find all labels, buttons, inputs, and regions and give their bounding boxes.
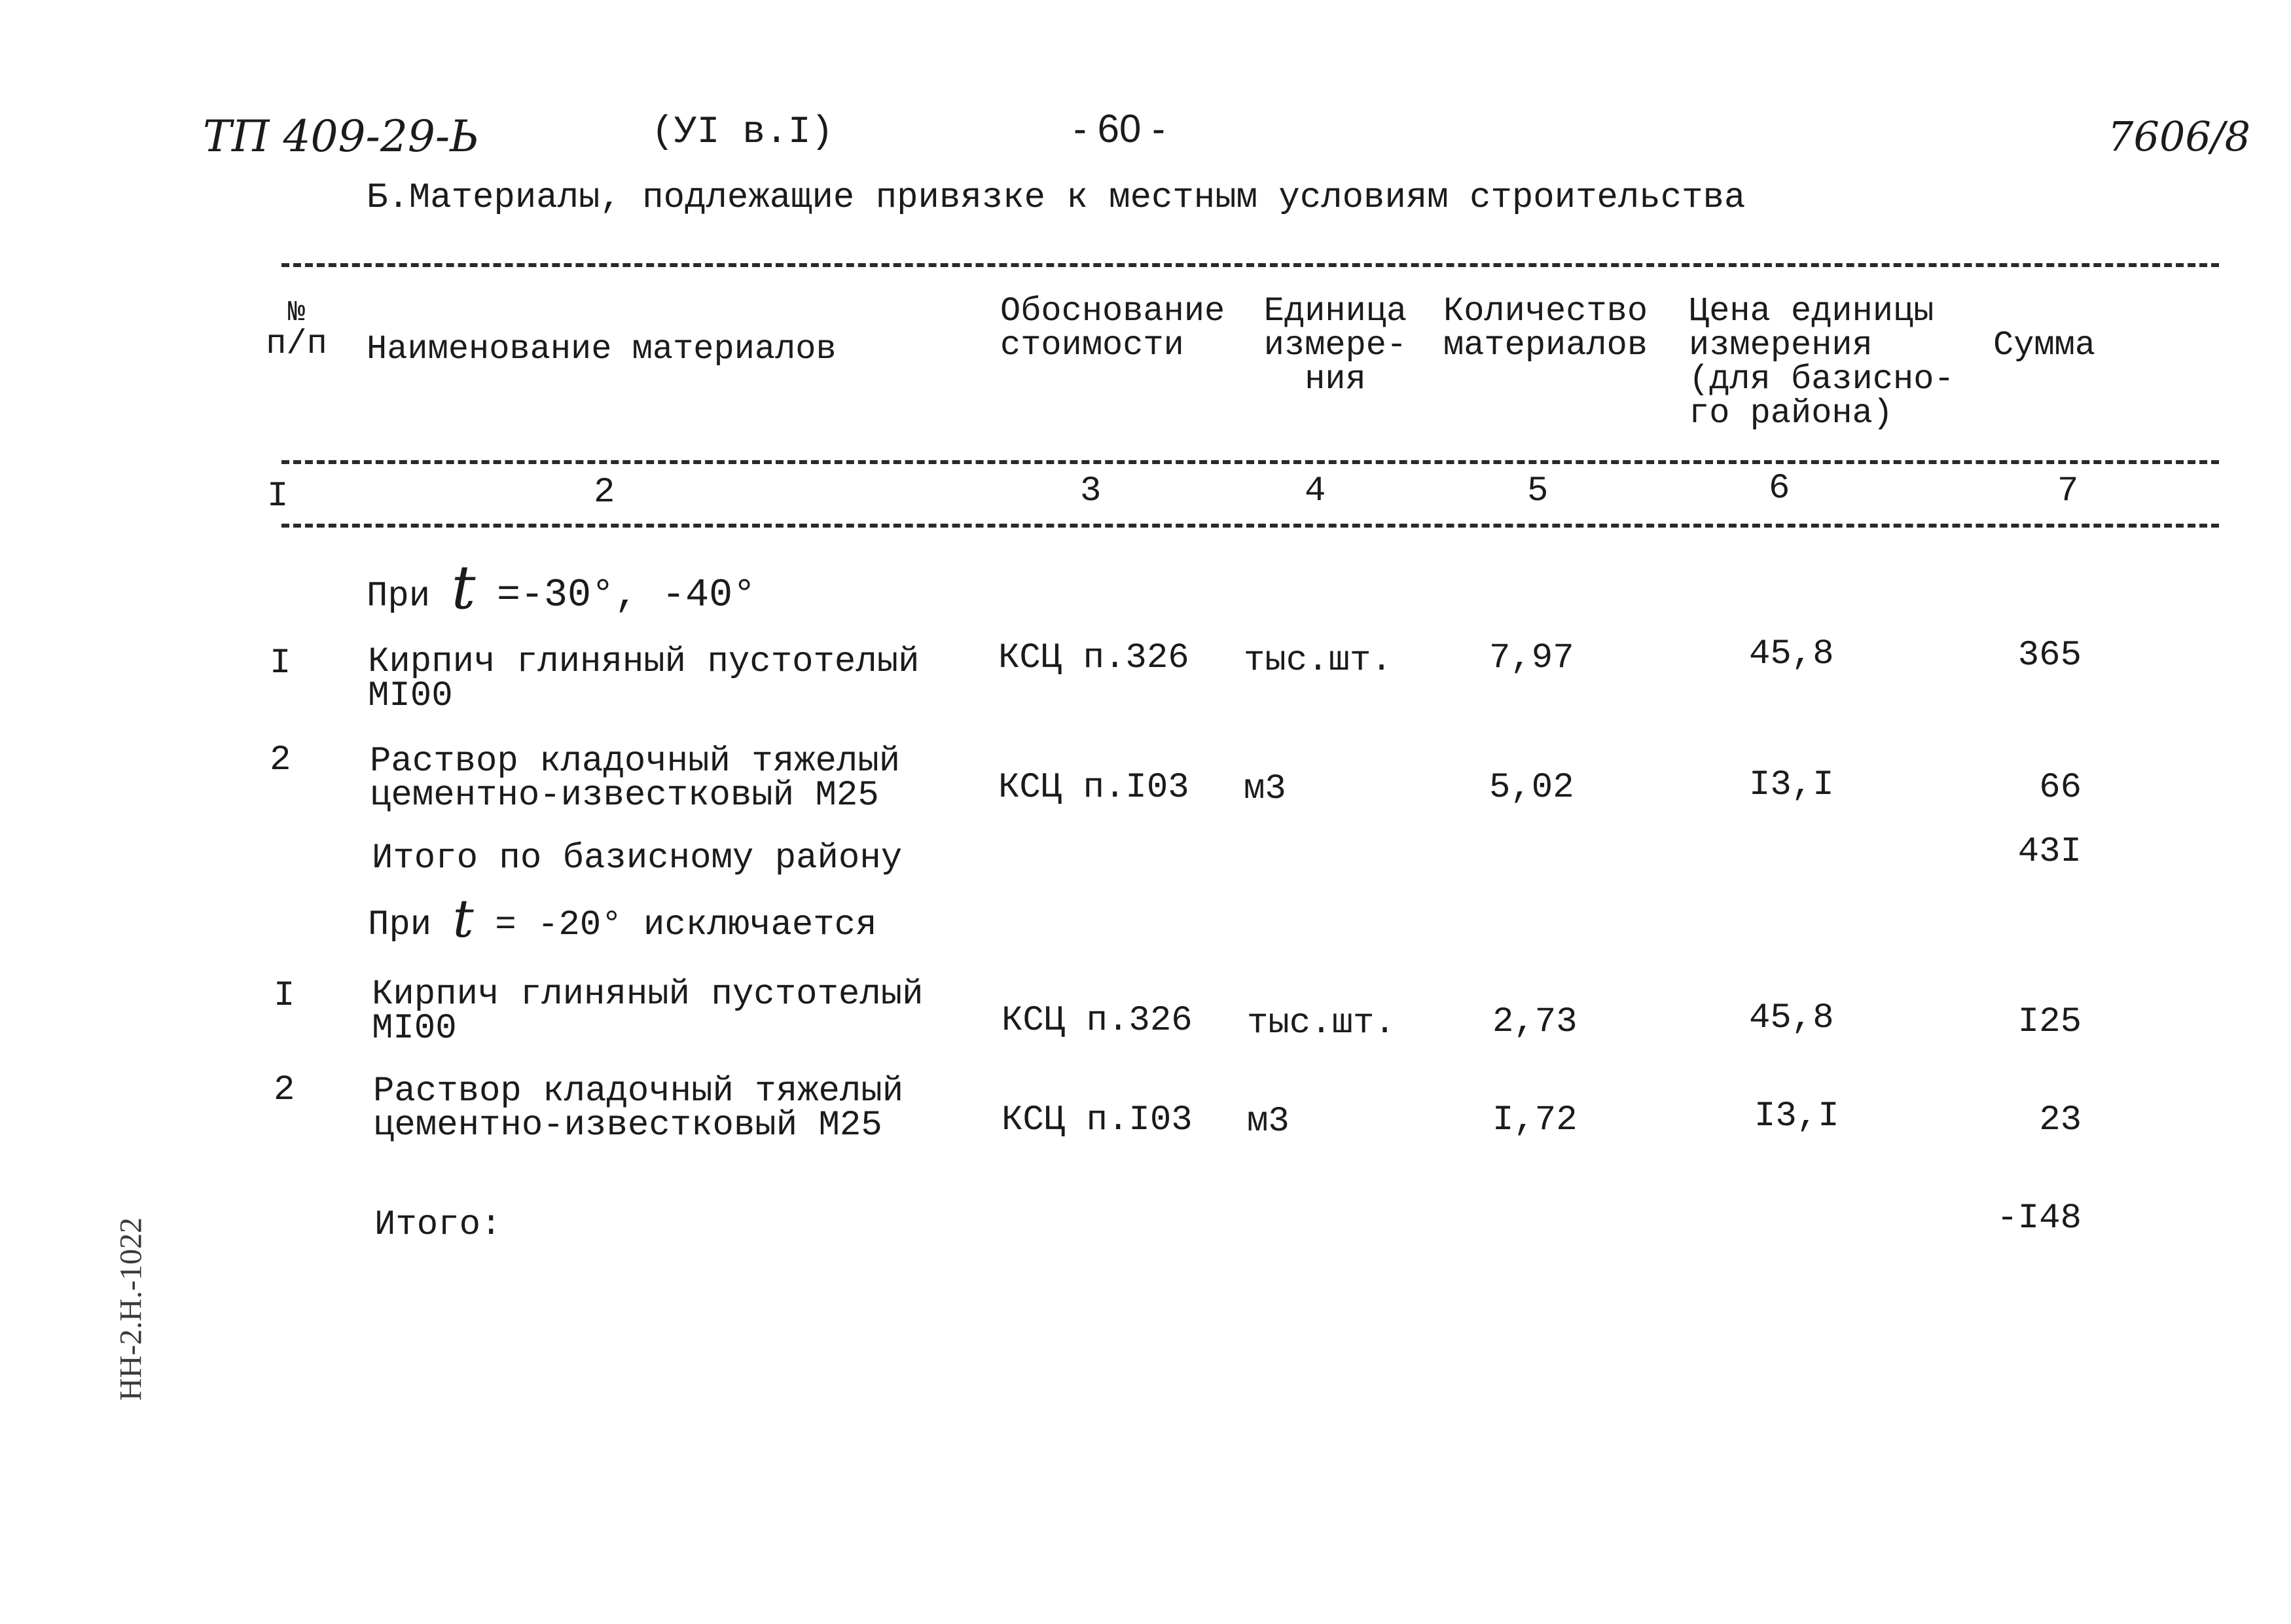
condition-prefix: При [367,577,431,617]
unit-price: I3,I [1754,1096,1839,1136]
material-name [370,742,901,816]
side-stamp: НН-2.Н.-1022 [113,1218,149,1401]
header-sum: Сумма [1993,326,2096,365]
sum: I25 [2017,1002,2082,1042]
unit-price: 45,8 [1749,634,1834,674]
unit: м3 [1247,1102,1290,1142]
header-qty-line: материалов [1443,326,1648,365]
material-name-line: Раствор кладочный тяжелый [373,1072,904,1111]
material-name-line: цементно-известковый М25 [373,1106,882,1146]
volume-label: (УI в.I) [651,111,834,154]
sheet-code: 7606/8 [2108,113,2251,160]
cost-basis: КСЦ п.326 [998,638,1189,678]
subtotal-sum: 43I [2017,832,2082,872]
material-name-line: цементно-известковый М25 [370,776,879,816]
row-number: 2 [270,740,291,780]
row-number: I [270,643,291,683]
cost-basis: КСЦ п.326 [1001,1001,1193,1041]
condition-prefix: При [368,905,432,945]
col-number: 7 [2057,471,2079,511]
sum: 23 [2039,1100,2082,1140]
header-price [1689,292,1955,433]
total-sum: -I48 [1996,1199,2082,1238]
row-number: I [274,976,295,1016]
condition-text: =-30°, -40° [497,573,757,618]
material-name-line: МI00 [368,676,453,716]
header-unit [1260,292,1411,399]
quantity: I,72 [1492,1100,1578,1140]
header-num [261,298,333,361]
cost-basis: КСЦ п.I03 [998,768,1189,808]
subtotal-label: Итого по базисному району [372,839,903,878]
header-name: Наименование материалов [367,330,837,369]
header-num-line: п/п [266,325,327,363]
material-name-line: Кирпич глиняный пустотелый [372,975,924,1015]
col-number: 6 [1769,469,1790,509]
section-title: Б.Материалы, подлежащие привязке к местным условиям строительства [367,178,1746,218]
condition-heading [368,888,877,949]
header-unit-line: Единица [1263,292,1407,331]
sum: 66 [2039,768,2082,808]
header-num-line: № [287,297,306,329]
header-qty [1443,292,1648,365]
material-name [368,642,920,716]
unit-price: 45,8 [1749,998,1834,1038]
colnum-bottom-rule [281,524,2219,528]
header-price-line: Цена единицы [1689,292,1934,331]
header-unit-line: измере- [1263,326,1407,365]
material-name-line: Раствор кладочный тяжелый [370,742,901,782]
material-name-line: МI00 [372,1009,457,1049]
cost-basis: КСЦ п.I03 [1001,1100,1193,1140]
page-number: - 60 - [1073,107,1166,151]
temperature-symbol: t [452,888,474,949]
header-unit-line: ния [1305,360,1366,399]
header-basis-line: стоимости [1000,326,1184,365]
temperature-symbol: t [451,552,476,623]
col-number: 3 [1080,471,1102,511]
col-number: 5 [1527,471,1549,511]
col-number: 4 [1305,471,1326,511]
header-price-line: измерения [1689,326,1873,365]
col-number: 2 [594,473,615,513]
header-qty-line: Количество [1443,292,1648,331]
col-number: I [267,477,289,516]
condition-text: = -20° исключается [495,905,877,945]
total-label: Итого: [374,1205,502,1245]
unit: м3 [1244,769,1286,809]
table-top-rule [281,263,2219,267]
condition-heading [367,552,757,623]
material-name [372,975,924,1049]
doc-code: ТП 409-29-Ь [203,111,479,162]
row-number: 2 [274,1070,295,1110]
sum: 365 [2017,636,2082,676]
quantity: 5,02 [1489,768,1574,808]
unit: тыс.шт. [1247,1003,1396,1043]
unit-price: I3,I [1749,765,1834,805]
header-bottom-rule [281,460,2219,464]
material-name [373,1072,904,1146]
unit: тыс.шт. [1244,641,1392,681]
header-price-line: го района) [1689,394,1894,433]
quantity: 7,97 [1489,638,1574,678]
header-basis [1000,292,1225,365]
material-name-line: Кирпич глиняный пустотелый [368,642,920,682]
header-basis-line: Обоснование [1000,292,1225,331]
quantity: 2,73 [1492,1002,1578,1042]
header-price-line: (для базисно- [1689,360,1955,399]
